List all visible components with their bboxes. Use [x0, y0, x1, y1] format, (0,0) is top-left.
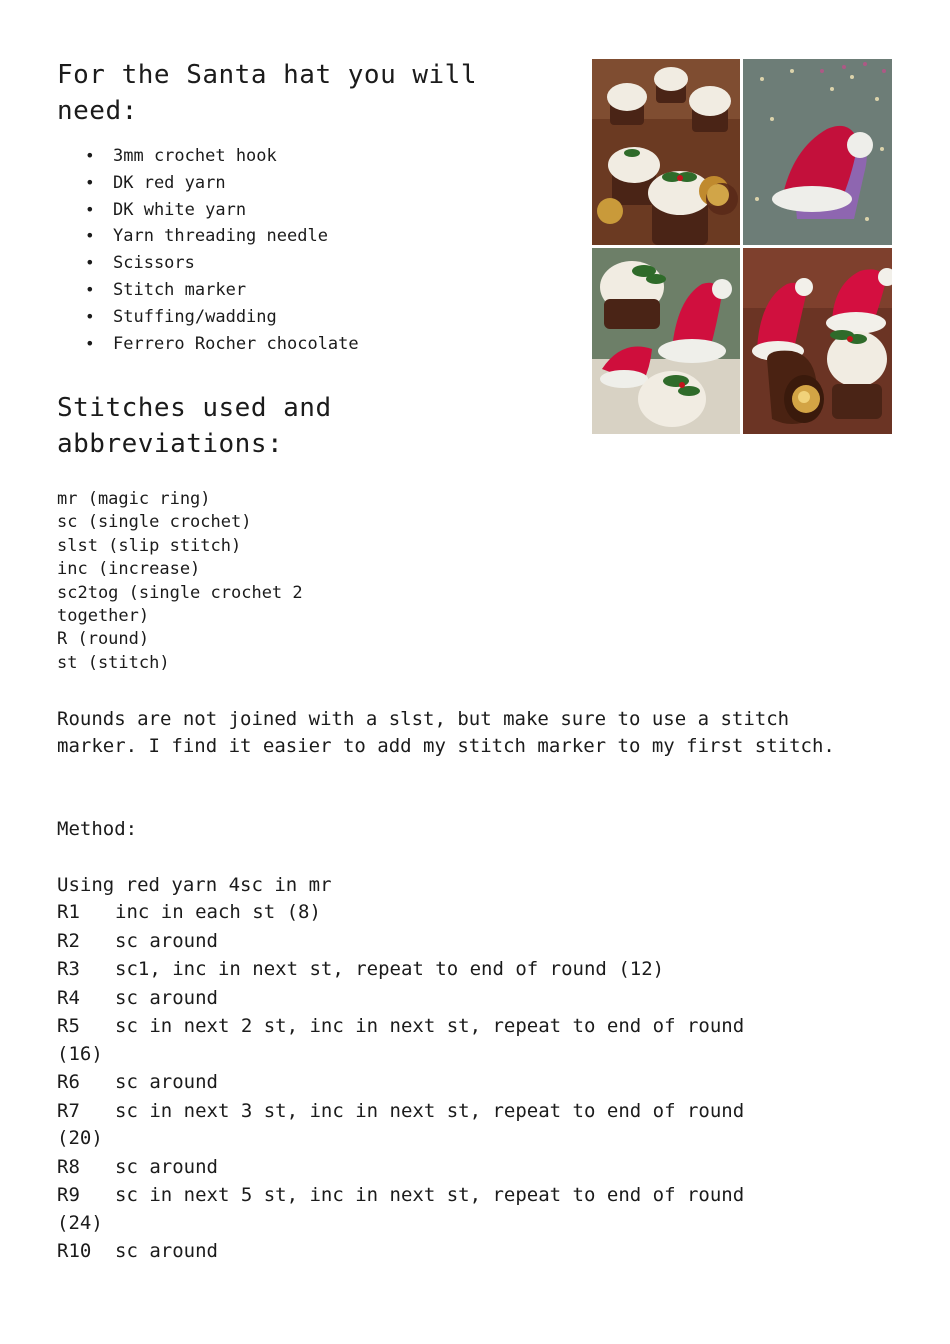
round-label: R10 [57, 1240, 92, 1262]
photo-tile-hats-puddings [743, 248, 892, 434]
round-count: (24) [57, 1211, 103, 1234]
abbreviation-item: mr (magic ring) [57, 489, 211, 509]
list-item: • 3mm crochet hook [113, 143, 359, 170]
photo-tile-puddings [592, 59, 740, 245]
round-text: sc in next 3 st, inc in next st, repeat to end of round [115, 1099, 745, 1122]
photo-collage [592, 59, 892, 434]
round-text: inc in each st (8) [115, 901, 321, 923]
rounds-list [57, 899, 857, 1267]
round-row [57, 1098, 857, 1153]
abbreviation-item: st (stitch) [57, 652, 170, 673]
abbreviation-item: sc2tog (single crochet 2 together) [57, 582, 313, 627]
photo-tile-hat-tree [743, 59, 892, 245]
list-item: • Scissors [113, 250, 359, 277]
list-item: • DK red yarn [113, 170, 359, 197]
materials-heading: For the Santa hat you will need: [57, 60, 477, 126]
round-text: sc around [115, 1071, 218, 1093]
round-text: sc around [115, 1155, 218, 1178]
list-item: • Stitch marker [113, 277, 359, 304]
abbreviation-item: R (round) [57, 629, 150, 650]
round-row [57, 1154, 857, 1182]
intro-line: Using red yarn 4sc in mr [57, 874, 332, 896]
round-text: sc1, inc in next st, repeat to end of round (12) [115, 958, 665, 980]
round-count: (16) [57, 1042, 103, 1065]
list-item: • Ferrero Rocher chocolate [113, 331, 359, 358]
round-row [57, 1238, 857, 1266]
round-label: R2 [57, 929, 80, 952]
list-item: • Yarn threading needle [113, 223, 359, 250]
round-count: (20) [57, 1127, 103, 1149]
round-text: sc around [115, 986, 218, 1009]
round-row [57, 899, 857, 927]
abbreviations-list [57, 488, 337, 675]
round-text: sc around [115, 1240, 218, 1262]
photo-tile-box [592, 248, 740, 434]
round-label: R4 [57, 986, 80, 1009]
list-item: • DK white yarn [113, 197, 359, 224]
round-label: R7 [57, 1099, 80, 1122]
round-text: sc in next 2 st, inc in next st, repeat to end of round [115, 1015, 745, 1037]
stitches-heading: Stitches used and abbreviations: [57, 393, 332, 459]
round-label: R1 [57, 901, 80, 923]
round-row [57, 956, 857, 984]
round-label: R9 [57, 1184, 80, 1206]
abbreviation-item: sc (single crochet) [57, 512, 252, 533]
round-row [57, 1069, 857, 1097]
round-text: sc in next 5 st, inc in next st, repeat to end of round [115, 1184, 745, 1206]
round-label: R5 [57, 1015, 80, 1037]
abbreviation-item: inc (increase) [57, 559, 201, 580]
round-label: R3 [57, 958, 80, 980]
round-label: R6 [57, 1071, 80, 1093]
round-row [57, 1182, 857, 1237]
abbreviation-item: slst (slip stitch) [57, 535, 242, 556]
round-row [57, 985, 857, 1013]
round-text: sc around [115, 929, 218, 952]
list-item: • Stuffing/wadding [113, 304, 359, 331]
method-label: Method: [57, 818, 138, 840]
round-row [57, 1013, 857, 1068]
rounds-note: Rounds are not joined with a slst, but make sure to use a stitch marker. I find it easier to add my stitch marker to my first stitch. [57, 708, 835, 757]
round-label: R8 [57, 1155, 80, 1178]
round-row [57, 928, 857, 956]
materials-list [57, 143, 359, 357]
